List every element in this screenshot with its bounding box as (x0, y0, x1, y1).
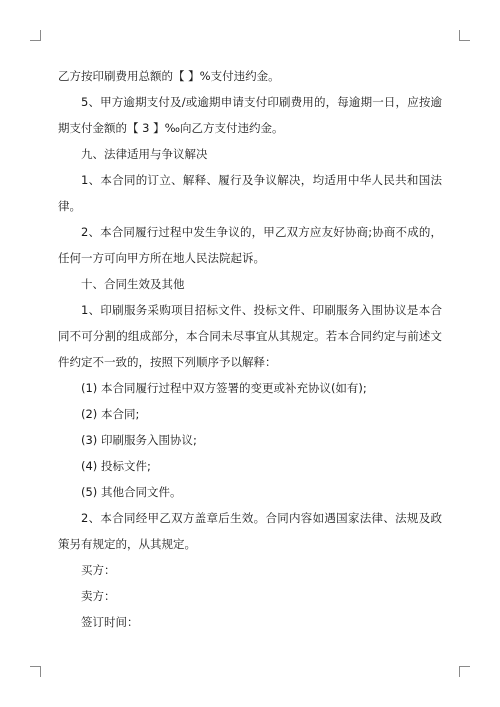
paragraph-clause-9-2: 2、本合同履行过程中发生争议的，甲乙双方应友好协商;协商不成的，任何一方可向甲方所在地人民法院起诉。 (58, 225, 442, 265)
paragraph-clause-5: 5、甲方逾期支付及/或逾期申请支付印刷费用的，每逾期一日，应按逾期支付金额的【 3 】‰向乙方支付违约金。 (58, 95, 442, 135)
crop-mark-top-left (30, 30, 41, 41)
crop-mark-top-right (459, 30, 470, 41)
crop-mark-bottom-left (30, 666, 41, 677)
order-item-1: (1) 本合同履行过程中双方签署的变更或补充协议(如有); (81, 381, 367, 395)
paragraph-penalty-continued: 乙方按印刷费用总额的【 】%支付违约金。 (58, 69, 280, 83)
section-heading-10: 十、合同生效及其他 (81, 277, 185, 291)
order-item-2: (2) 本合同; (81, 407, 140, 421)
section-heading-9: 九、法律适用与争议解决 (81, 147, 208, 161)
signature-seller-label: 卖方： (81, 589, 116, 603)
signature-buyer-label: 买方： (81, 563, 116, 577)
signature-date-label: 签订时间： (81, 615, 139, 629)
order-item-4: (4) 投标文件; (81, 459, 151, 473)
order-item-5: (5) 其他合同文件。 (81, 485, 182, 499)
paragraph-clause-10-2: 2、本合同经甲乙双方盖章后生效。合同内容如遇国家法律、法规及政策另有规定的，从其规定。 (58, 511, 442, 551)
paragraph-clause-9-1: 1、本合同的订立、解释、履行及争议解决，均适用中华人民共和国法律。 (58, 173, 442, 213)
order-item-3: (3) 印刷服务入围协议; (81, 433, 197, 447)
crop-mark-bottom-right (459, 666, 470, 677)
paragraph-clause-10-1: 1、印刷服务采购项目招标文件、投标文件、印刷服务入围协议是本合同不可分割的组成部分，本合同未尽事宜从其规定。若本合同约定与前述文件约定不一致的，按照下列顺序予以解释： (58, 303, 442, 369)
document-body (58, 63, 442, 635)
